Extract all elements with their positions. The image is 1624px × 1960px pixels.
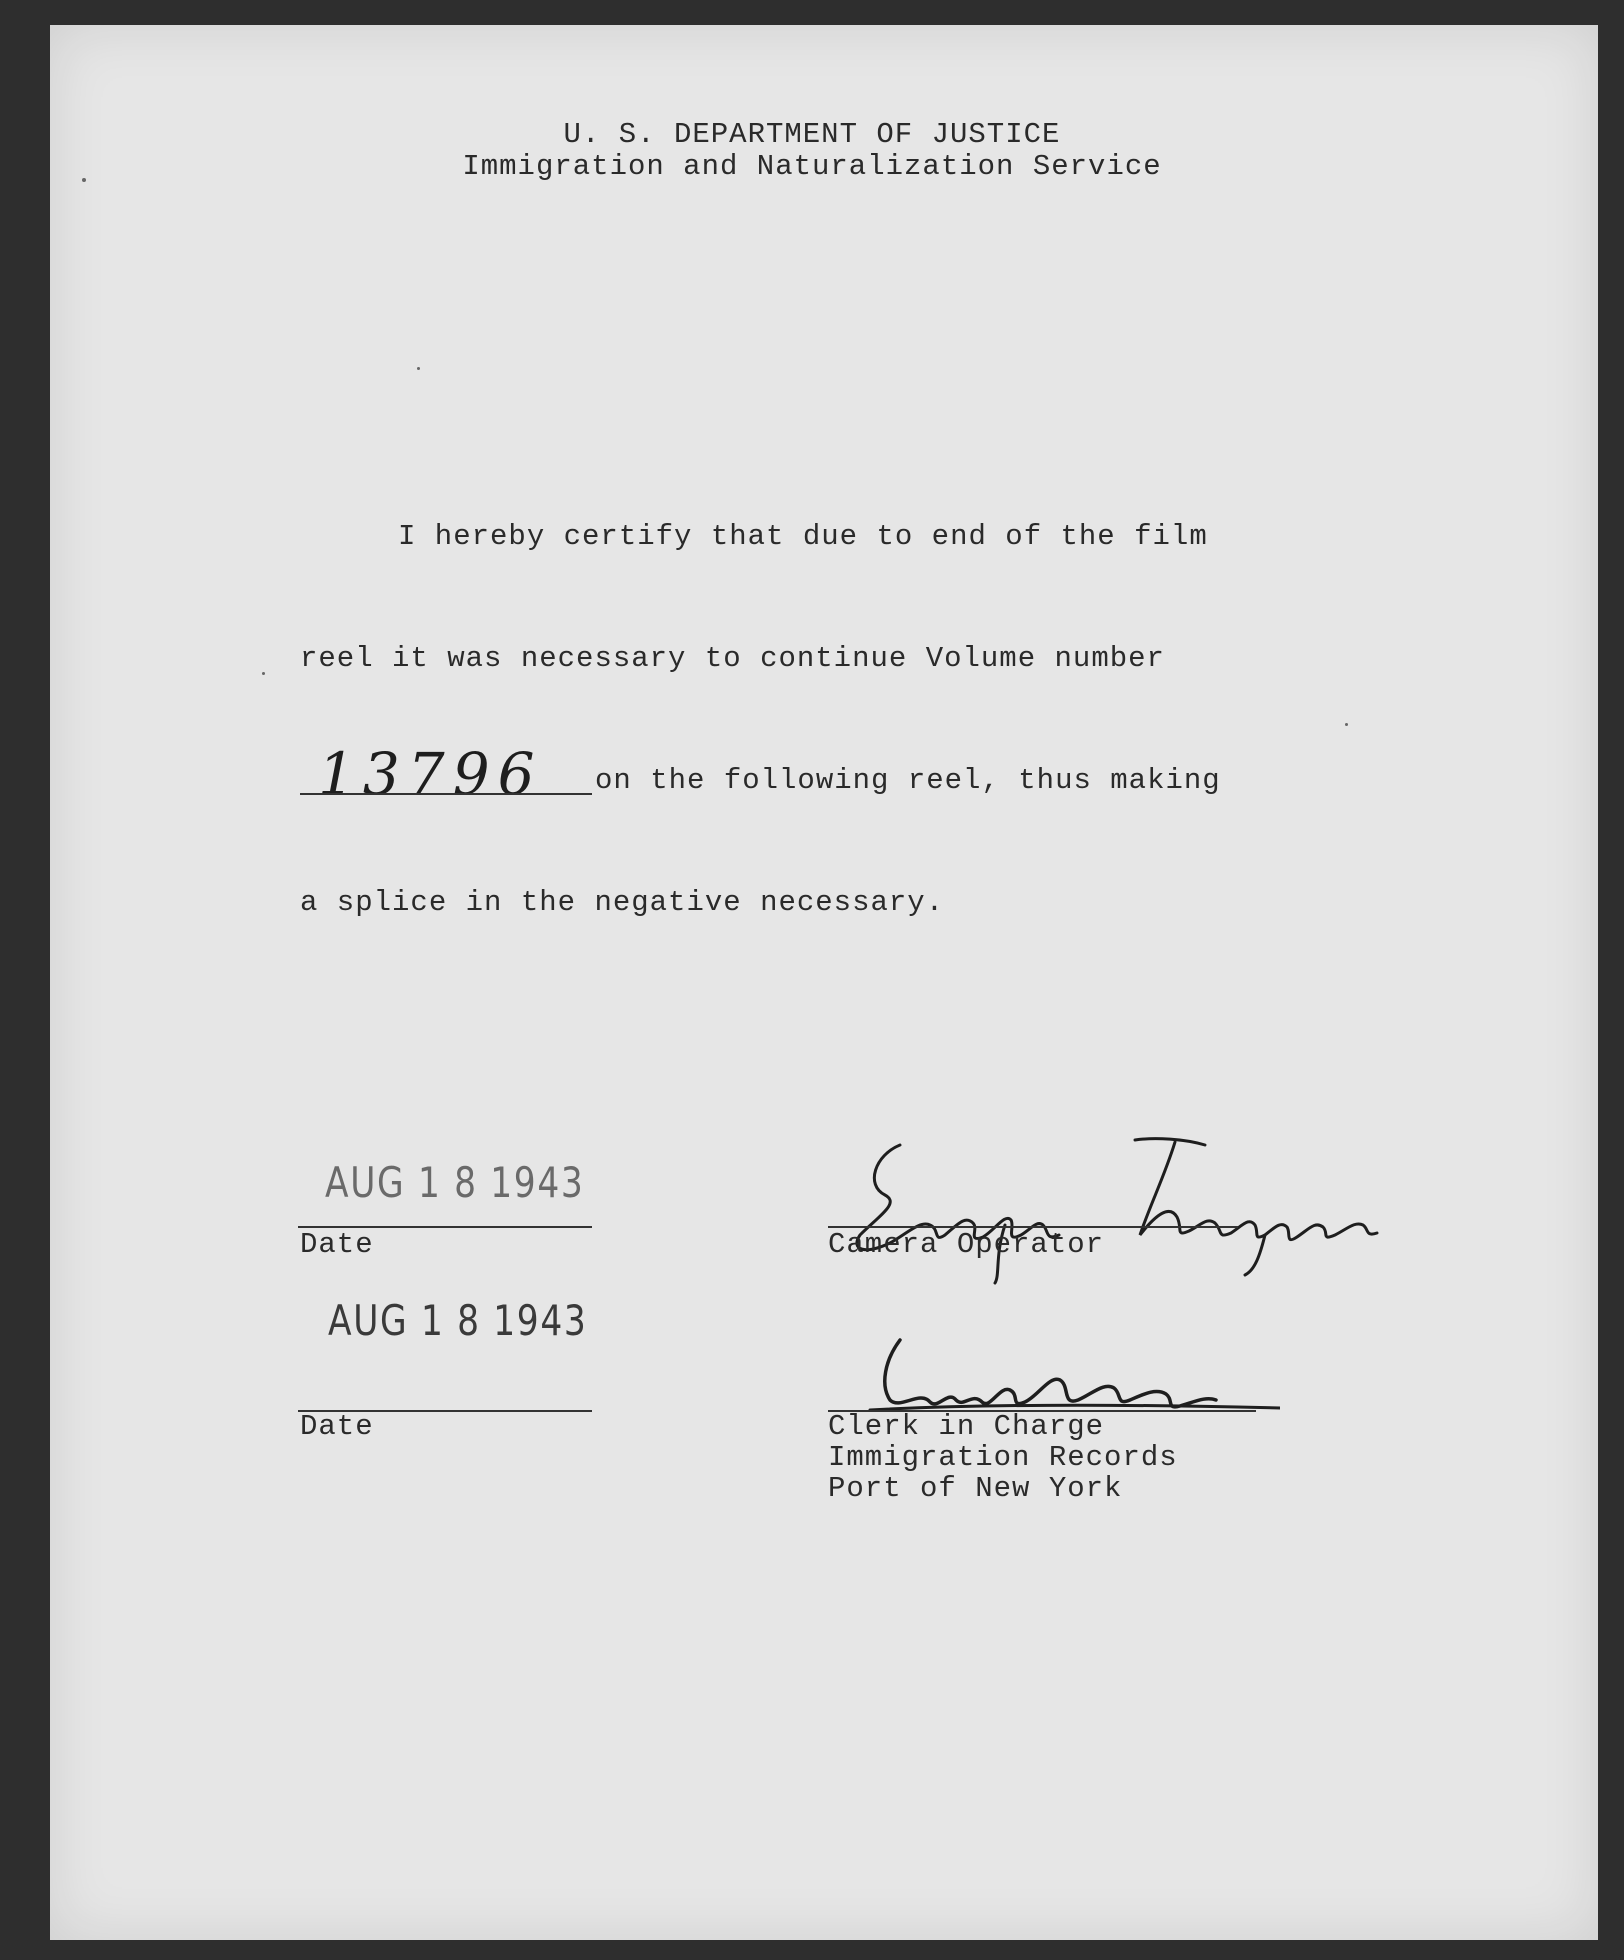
dust-speck bbox=[1345, 723, 1348, 726]
clerk-title-line-1: Clerk in Charge bbox=[828, 1410, 1105, 1443]
dust-speck bbox=[417, 367, 420, 370]
department-heading: U. S. DEPARTMENT OF JUSTICE bbox=[563, 118, 1061, 151]
certification-line-2: reel it was necessary to continue Volume number bbox=[300, 642, 1165, 675]
volume-number-handwritten: 13796 bbox=[318, 740, 543, 808]
service-heading: Immigration and Naturalization Service bbox=[462, 150, 1162, 183]
certification-line-1: I hereby certify that due to end of the film bbox=[398, 520, 1208, 553]
dust-speck bbox=[82, 178, 86, 182]
second-date-label: Date bbox=[300, 1410, 374, 1443]
first-date-label: Date bbox=[300, 1228, 374, 1261]
first-date-stamp: AUG 1 8 1943 bbox=[325, 1158, 585, 1207]
dust-speck bbox=[262, 672, 265, 675]
volume-number-underline bbox=[300, 793, 592, 795]
certification-line-3: on the following reel, thus making bbox=[595, 764, 1221, 797]
camera-operator-signature bbox=[845, 1125, 1405, 1285]
clerk-signature bbox=[860, 1330, 1280, 1420]
clerk-title-line-3: Port of New York bbox=[828, 1472, 1123, 1505]
camera-operator-label: Camera Operator bbox=[828, 1228, 1105, 1261]
clerk-title-line-2: Immigration Records bbox=[828, 1441, 1178, 1474]
second-date-stamp: AUG 1 8 1943 bbox=[328, 1296, 588, 1345]
certification-line-4: a splice in the negative necessary. bbox=[300, 886, 945, 919]
document-paper bbox=[50, 25, 1598, 1940]
